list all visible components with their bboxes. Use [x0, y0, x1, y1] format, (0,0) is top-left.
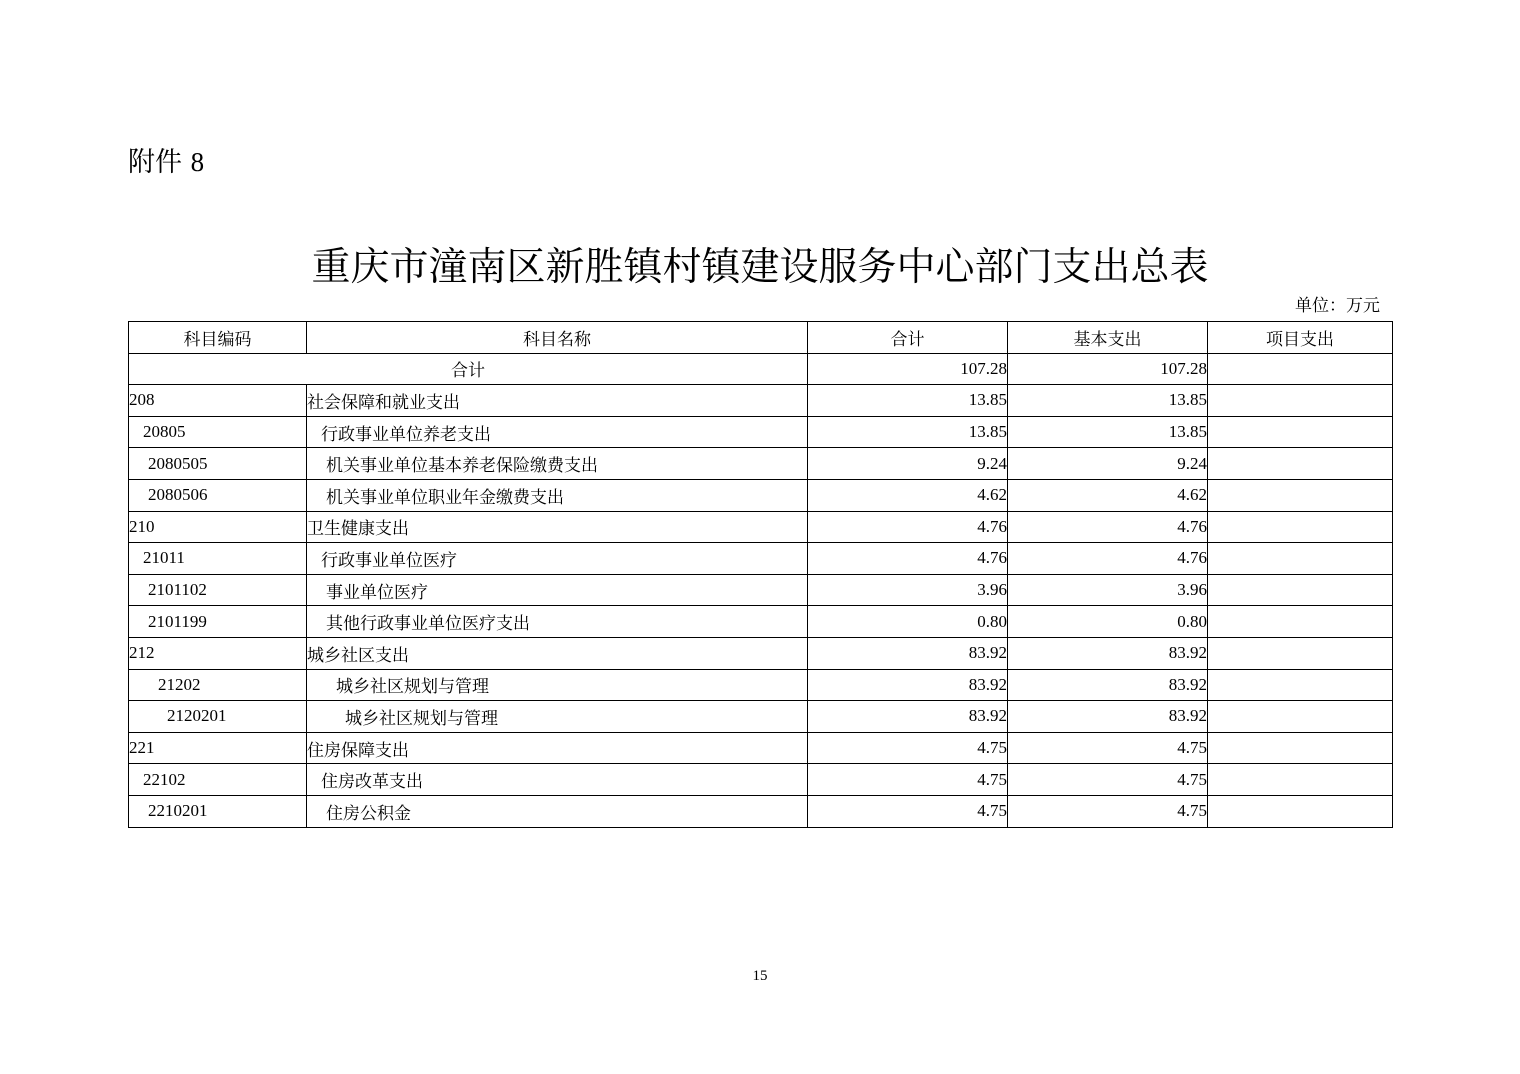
table-row: [129, 479, 1393, 511]
unit-label: 单位：万元: [1295, 296, 1380, 315]
row-total: 4.75: [808, 795, 1008, 827]
row-code: 2120201: [129, 701, 307, 733]
row-name: 卫生健康支出: [307, 511, 808, 543]
total-project: [1208, 353, 1393, 385]
row-name: 住房保障支出: [307, 732, 808, 764]
table-row: [129, 448, 1393, 480]
table-row: [129, 543, 1393, 575]
page-number: 15: [752, 968, 768, 984]
row-project: [1208, 606, 1393, 638]
row-name: 住房改革支出: [307, 764, 808, 796]
row-project: [1208, 795, 1393, 827]
row-total: 3.96: [808, 574, 1008, 606]
row-basic: 0.80: [1008, 606, 1208, 638]
row-code: 212: [129, 637, 307, 669]
row-code: 21202: [129, 669, 307, 701]
row-basic: 4.75: [1008, 764, 1208, 796]
table-row: [129, 795, 1393, 827]
row-project: [1208, 479, 1393, 511]
row-code: 21011: [129, 543, 307, 575]
table-row: [129, 416, 1393, 448]
row-name: 行政事业单位医疗: [307, 543, 808, 575]
page-title: 重庆市潼南区新胜镇村镇建设服务中心部门支出总表: [311, 245, 1209, 290]
row-basic: 83.92: [1008, 637, 1208, 669]
row-name: 城乡社区规划与管理: [307, 701, 808, 733]
row-name: 其他行政事业单位医疗支出: [307, 606, 808, 638]
row-name: 社会保障和就业支出: [307, 385, 808, 417]
row-total: 13.85: [808, 416, 1008, 448]
row-name: 住房公积金: [307, 795, 808, 827]
row-project: [1208, 701, 1393, 733]
row-project: [1208, 448, 1393, 480]
row-total: 4.75: [808, 764, 1008, 796]
row-code: 2080505: [129, 448, 307, 480]
row-code: 2101102: [129, 574, 307, 606]
row-code: 2101199: [129, 606, 307, 638]
row-project: [1208, 543, 1393, 575]
row-name: 事业单位医疗: [307, 574, 808, 606]
row-code: 208: [129, 385, 307, 417]
row-name: 机关事业单位职业年金缴费支出: [307, 479, 808, 511]
table-row: [129, 511, 1393, 543]
header-basic: 基本支出: [1008, 322, 1208, 354]
row-code: 22102: [129, 764, 307, 796]
row-project: [1208, 385, 1393, 417]
row-basic: 4.76: [1008, 511, 1208, 543]
row-basic: 13.85: [1008, 416, 1208, 448]
row-project: [1208, 669, 1393, 701]
row-code: 210: [129, 511, 307, 543]
total-basic: 107.28: [1008, 353, 1208, 385]
row-total: 83.92: [808, 637, 1008, 669]
total-total: 107.28: [808, 353, 1008, 385]
table-row: [129, 574, 1393, 606]
row-total: 83.92: [808, 701, 1008, 733]
attachment-number: 8: [190, 147, 205, 177]
attachment-label: [128, 143, 204, 182]
row-project: [1208, 511, 1393, 543]
row-basic: 83.92: [1008, 701, 1208, 733]
row-total: 4.75: [808, 732, 1008, 764]
row-total: 4.76: [808, 511, 1008, 543]
header-name: 科目名称: [307, 322, 808, 354]
row-basic: 13.85: [1008, 385, 1208, 417]
row-project: [1208, 637, 1393, 669]
table-row: [129, 606, 1393, 638]
table-row: [129, 637, 1393, 669]
row-basic: 3.96: [1008, 574, 1208, 606]
row-project: [1208, 416, 1393, 448]
header-project: 项目支出: [1208, 322, 1393, 354]
row-name: 行政事业单位养老支出: [307, 416, 808, 448]
row-total: 0.80: [808, 606, 1008, 638]
table-row: [129, 732, 1393, 764]
row-code: 2210201: [129, 795, 307, 827]
row-basic: 83.92: [1008, 669, 1208, 701]
row-total: 13.85: [808, 385, 1008, 417]
row-total: 9.24: [808, 448, 1008, 480]
row-basic: 4.75: [1008, 732, 1208, 764]
row-basic: 9.24: [1008, 448, 1208, 480]
table-row: [129, 669, 1393, 701]
table-row: [129, 764, 1393, 796]
total-row: [129, 353, 1393, 385]
row-code: 221: [129, 732, 307, 764]
row-code: 2080506: [129, 479, 307, 511]
row-name: 机关事业单位基本养老保险缴费支出: [307, 448, 808, 480]
row-basic: 4.76: [1008, 543, 1208, 575]
table-row: [129, 385, 1393, 417]
header-code: 科目编码: [129, 322, 307, 354]
attachment-text: 附件: [128, 147, 182, 178]
row-name: 城乡社区支出: [307, 637, 808, 669]
header-total: 合计: [808, 322, 1008, 354]
row-project: [1208, 764, 1393, 796]
row-total: 83.92: [808, 669, 1008, 701]
table-header-row: [129, 322, 1393, 354]
total-label: 合计: [129, 353, 808, 385]
expenditure-table: [128, 321, 1393, 828]
row-project: [1208, 732, 1393, 764]
row-code: 20805: [129, 416, 307, 448]
row-total: 4.62: [808, 479, 1008, 511]
row-total: 4.76: [808, 543, 1008, 575]
row-project: [1208, 574, 1393, 606]
row-basic: 4.62: [1008, 479, 1208, 511]
row-basic: 4.75: [1008, 795, 1208, 827]
row-name: 城乡社区规划与管理: [307, 669, 808, 701]
table-row: [129, 701, 1393, 733]
